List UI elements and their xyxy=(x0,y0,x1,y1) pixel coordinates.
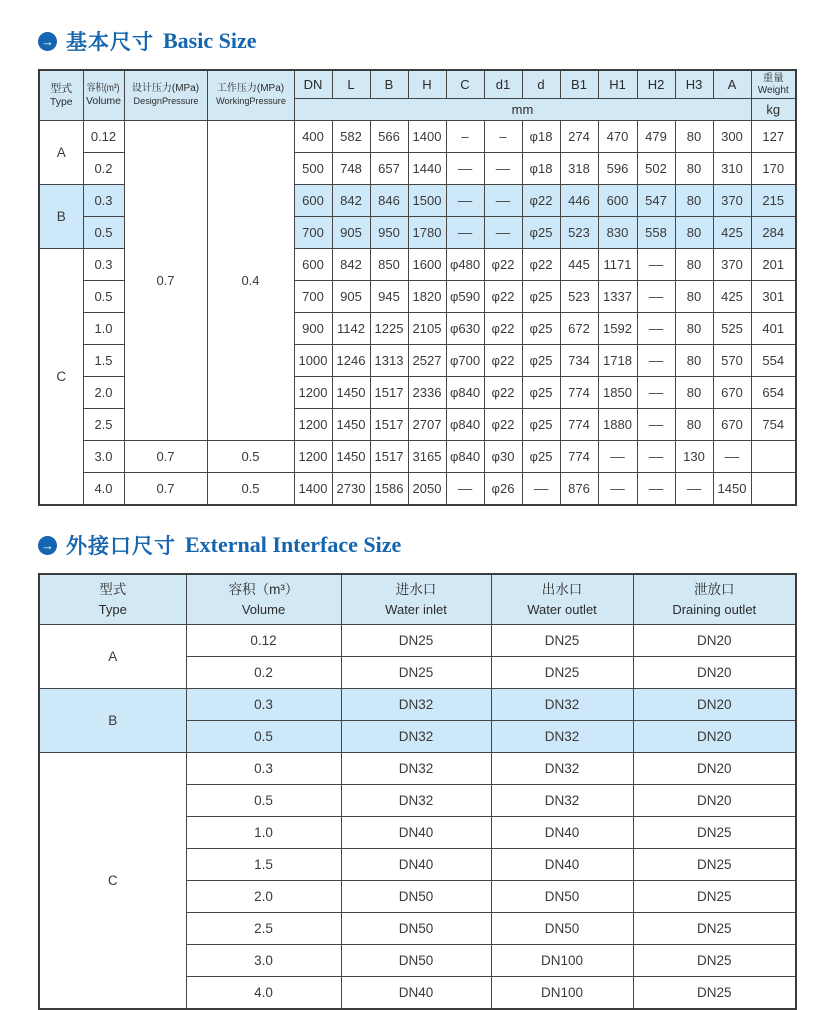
cell-value: 1225 xyxy=(370,313,408,345)
cell-volume: 4.0 xyxy=(186,977,341,1010)
cell-value: –– xyxy=(522,473,560,506)
header-type-en: Type xyxy=(98,601,127,617)
basic-size-title xyxy=(38,26,795,56)
header-dim-H1: H1 xyxy=(598,70,637,99)
cell-value: 600 xyxy=(294,185,332,217)
cell-value: 80 xyxy=(675,281,713,313)
cell-value: –– xyxy=(637,473,675,506)
cell-design-pressure: 0.7 xyxy=(124,441,207,473)
cell-value: 700 xyxy=(294,281,332,313)
basic-size-title-zh: 基本尺寸 xyxy=(66,31,154,54)
header-working-pressure-zh: 工作压力(MPa) xyxy=(216,83,285,95)
cell-water-outlet: DN32 xyxy=(491,753,633,785)
header-draining-outlet-zh: 泄放口 xyxy=(694,581,735,597)
external-interface-table xyxy=(38,573,797,1010)
header-dim-H: H xyxy=(408,70,446,99)
cell-value: 1517 xyxy=(370,377,408,409)
cell-value: 425 xyxy=(713,217,751,249)
header-volume-en: Volume xyxy=(85,95,122,108)
header-volume-en: Volume xyxy=(241,601,286,617)
cell-value: 502 xyxy=(637,153,675,185)
cell-value: 470 xyxy=(598,121,637,153)
header-dim-B: B xyxy=(370,70,408,99)
cell-value: 1200 xyxy=(294,377,332,409)
cell-value: –– xyxy=(484,153,522,185)
cell-value: 80 xyxy=(675,377,713,409)
cell-value: 596 xyxy=(598,153,637,185)
cell-value: 554 xyxy=(751,345,796,377)
cell-value: –– xyxy=(713,441,751,473)
cell-value: 945 xyxy=(370,281,408,313)
cell-draining-outlet: DN25 xyxy=(633,977,796,1010)
cell-value: 479 xyxy=(637,121,675,153)
cell-value: 2336 xyxy=(408,377,446,409)
cell-water-inlet: DN32 xyxy=(341,753,491,785)
cell-value: –– xyxy=(484,185,522,217)
cell-value: φ25 xyxy=(522,377,560,409)
header-dim-DN: DN xyxy=(294,70,332,99)
cell-value: φ630 xyxy=(446,313,484,345)
cell-volume: 0.5 xyxy=(83,217,124,249)
cell-volume: 0.5 xyxy=(83,281,124,313)
header-weight xyxy=(751,70,796,99)
cell-value: 500 xyxy=(294,153,332,185)
cell-value: φ840 xyxy=(446,377,484,409)
cell-value: 734 xyxy=(560,345,598,377)
cell-type: A xyxy=(39,625,186,689)
header-design-pressure xyxy=(124,70,207,121)
cell-value: 1718 xyxy=(598,345,637,377)
cell-water-inlet: DN40 xyxy=(341,977,491,1010)
cell-value: 670 xyxy=(713,377,751,409)
cell-water-inlet: DN50 xyxy=(341,881,491,913)
cell-value: 445 xyxy=(560,249,598,281)
cell-water-outlet: DN32 xyxy=(491,721,633,753)
cell-volume: 0.2 xyxy=(83,153,124,185)
cell-value: 80 xyxy=(675,185,713,217)
table-row xyxy=(39,689,796,721)
cell-value: 905 xyxy=(332,217,370,249)
cell-value: 1171 xyxy=(598,249,637,281)
cell-value: φ22 xyxy=(484,313,522,345)
cell-design-pressure: 0.7 xyxy=(124,121,207,441)
cell-value: 1517 xyxy=(370,441,408,473)
cell-value: φ26 xyxy=(484,473,522,506)
cell-value: 284 xyxy=(751,217,796,249)
cell-water-outlet: DN25 xyxy=(491,657,633,689)
header-weight-en: Weight xyxy=(757,84,789,96)
cell-value: 2730 xyxy=(332,473,370,506)
header-draining-outlet-en: Draining outlet xyxy=(672,601,757,617)
cell-value xyxy=(751,441,796,473)
cell-volume: 0.3 xyxy=(186,753,341,785)
arrow-circle-icon: → xyxy=(38,536,57,555)
cell-value: 1246 xyxy=(332,345,370,377)
cell-value: –– xyxy=(637,409,675,441)
cell-water-inlet: DN40 xyxy=(341,849,491,881)
header-water-inlet-zh: 进水口 xyxy=(395,581,437,597)
cell-value: 80 xyxy=(675,217,713,249)
cell-value: 558 xyxy=(637,217,675,249)
cell-draining-outlet: DN25 xyxy=(633,817,796,849)
cell-water-outlet: DN32 xyxy=(491,689,633,721)
header-volume xyxy=(83,70,124,121)
cell-type: B xyxy=(39,689,186,753)
cell-water-inlet: DN32 xyxy=(341,785,491,817)
cell-value: 127 xyxy=(751,121,796,153)
cell-value: –– xyxy=(446,185,484,217)
cell-value: φ22 xyxy=(484,377,522,409)
cell-draining-outlet: DN20 xyxy=(633,657,796,689)
cell-value: 754 xyxy=(751,409,796,441)
cell-value: 1850 xyxy=(598,377,637,409)
cell-value: 310 xyxy=(713,153,751,185)
cell-water-inlet: DN50 xyxy=(341,945,491,977)
cell-volume: 0.5 xyxy=(186,721,341,753)
cell-value: 2707 xyxy=(408,409,446,441)
unit-kg: kg xyxy=(751,99,796,121)
cell-value: φ18 xyxy=(522,121,560,153)
cell-water-inlet: DN40 xyxy=(341,817,491,849)
header-design-pressure-zh: 设计压力(MPa) xyxy=(131,83,200,95)
cell-value: 80 xyxy=(675,313,713,345)
table-row xyxy=(39,473,796,506)
arrow-circle-icon: → xyxy=(38,32,57,51)
header-water-outlet-zh: 出水口 xyxy=(541,581,583,597)
cell-draining-outlet: DN20 xyxy=(633,753,796,785)
cell-value: 2105 xyxy=(408,313,446,345)
cell-volume: 0.2 xyxy=(186,657,341,689)
cell-value: –– xyxy=(637,249,675,281)
cell-volume: 2.0 xyxy=(186,881,341,913)
cell-value: 215 xyxy=(751,185,796,217)
cell-value: 1450 xyxy=(332,409,370,441)
cell-value: 846 xyxy=(370,185,408,217)
header-type-en: Type xyxy=(49,95,73,108)
cell-value: 130 xyxy=(675,441,713,473)
cell-value: 1400 xyxy=(408,121,446,153)
cell-value: 748 xyxy=(332,153,370,185)
cell-value: φ25 xyxy=(522,345,560,377)
cell-value: –– xyxy=(637,377,675,409)
cell-value: 672 xyxy=(560,313,598,345)
header-dim-d: d xyxy=(522,70,560,99)
cell-value: –– xyxy=(446,473,484,506)
cell-value: – xyxy=(484,121,522,153)
cell-value: φ22 xyxy=(484,249,522,281)
cell-water-outlet: DN50 xyxy=(491,913,633,945)
external-interface-title-en: External Interface Size xyxy=(185,532,402,557)
cell-value: 1592 xyxy=(598,313,637,345)
header-dim-A: A xyxy=(713,70,751,99)
cell-water-inlet: DN32 xyxy=(341,689,491,721)
header-dim-B1: B1 xyxy=(560,70,598,99)
cell-value: 80 xyxy=(675,409,713,441)
cell-type: B xyxy=(39,185,83,249)
header-volume-zh: 容积（m³） xyxy=(228,581,299,597)
cell-value: 201 xyxy=(751,249,796,281)
header-dim-L: L xyxy=(332,70,370,99)
cell-value: 670 xyxy=(713,409,751,441)
cell-value: 80 xyxy=(675,153,713,185)
cell-value: 850 xyxy=(370,249,408,281)
cell-working-pressure: 0.5 xyxy=(207,441,294,473)
cell-volume: 3.0 xyxy=(186,945,341,977)
cell-value: –– xyxy=(637,313,675,345)
cell-volume: 0.3 xyxy=(83,185,124,217)
cell-value: φ22 xyxy=(522,185,560,217)
cell-value: 900 xyxy=(294,313,332,345)
cell-value: 700 xyxy=(294,217,332,249)
cell-value: φ30 xyxy=(484,441,522,473)
cell-type: C xyxy=(39,753,186,1010)
cell-value: –– xyxy=(484,217,522,249)
cell-value: 774 xyxy=(560,409,598,441)
cell-volume: 3.0 xyxy=(83,441,124,473)
cell-value: 1440 xyxy=(408,153,446,185)
cell-value: 657 xyxy=(370,153,408,185)
unit-mm: mm xyxy=(294,99,751,121)
cell-value: 301 xyxy=(751,281,796,313)
cell-value: 1200 xyxy=(294,441,332,473)
cell-value: 525 xyxy=(713,313,751,345)
cell-volume: 0.12 xyxy=(83,121,124,153)
cell-design-pressure: 0.7 xyxy=(124,473,207,506)
cell-value: 1880 xyxy=(598,409,637,441)
cell-value: –– xyxy=(446,217,484,249)
cell-draining-outlet: DN20 xyxy=(633,721,796,753)
cell-volume: 1.5 xyxy=(83,345,124,377)
cell-value: φ22 xyxy=(484,281,522,313)
cell-volume: 1.0 xyxy=(186,817,341,849)
cell-value: 1500 xyxy=(408,185,446,217)
cell-water-outlet: DN40 xyxy=(491,817,633,849)
cell-value: φ22 xyxy=(484,345,522,377)
cell-value: 1450 xyxy=(332,377,370,409)
cell-value: 1780 xyxy=(408,217,446,249)
cell-value: 1142 xyxy=(332,313,370,345)
cell-value: 2527 xyxy=(408,345,446,377)
cell-value: 876 xyxy=(560,473,598,506)
cell-value: –– xyxy=(598,473,637,506)
external-interface-title xyxy=(38,530,795,560)
header-dim-d1: d1 xyxy=(484,70,522,99)
header-design-pressure-en: DesignPressure xyxy=(133,95,198,107)
cell-volume: 2.5 xyxy=(83,409,124,441)
cell-value: φ25 xyxy=(522,313,560,345)
cell-value: φ590 xyxy=(446,281,484,313)
cell-value: 774 xyxy=(560,441,598,473)
external-interface-title-zh: 外接口尺寸 xyxy=(66,535,176,558)
header-row xyxy=(39,70,796,99)
cell-value: 1200 xyxy=(294,409,332,441)
cell-working-pressure: 0.5 xyxy=(207,473,294,506)
cell-value: 842 xyxy=(332,249,370,281)
cell-value: 950 xyxy=(370,217,408,249)
cell-value: 400 xyxy=(294,121,332,153)
cell-value: φ25 xyxy=(522,217,560,249)
header-dim-C: C xyxy=(446,70,484,99)
cell-value xyxy=(751,473,796,506)
table-row xyxy=(39,753,796,785)
cell-working-pressure: 0.4 xyxy=(207,121,294,441)
cell-draining-outlet: DN25 xyxy=(633,881,796,913)
cell-value: φ18 xyxy=(522,153,560,185)
header-working-pressure xyxy=(207,70,294,121)
header-type xyxy=(39,574,186,625)
header-water-inlet-en: Water inlet xyxy=(385,601,447,617)
cell-value: 905 xyxy=(332,281,370,313)
cell-value: 1400 xyxy=(294,473,332,506)
cell-value: 370 xyxy=(713,249,751,281)
cell-water-outlet: DN25 xyxy=(491,625,633,657)
cell-draining-outlet: DN20 xyxy=(633,785,796,817)
cell-water-outlet: DN100 xyxy=(491,977,633,1010)
cell-volume: 2.5 xyxy=(186,913,341,945)
cell-value: 446 xyxy=(560,185,598,217)
cell-value: φ840 xyxy=(446,409,484,441)
cell-value: 401 xyxy=(751,313,796,345)
header-draining-outlet xyxy=(633,574,796,625)
header-dim-H3: H3 xyxy=(675,70,713,99)
cell-volume: 0.3 xyxy=(83,249,124,281)
header-type-zh: 型式 xyxy=(99,581,127,597)
cell-value: φ25 xyxy=(522,441,560,473)
cell-value: 1337 xyxy=(598,281,637,313)
cell-value: –– xyxy=(637,345,675,377)
cell-value: 566 xyxy=(370,121,408,153)
cell-value: φ25 xyxy=(522,281,560,313)
cell-value: 842 xyxy=(332,185,370,217)
basic-size-title-en: Basic Size xyxy=(163,28,257,53)
cell-volume: 0.5 xyxy=(186,785,341,817)
cell-draining-outlet: DN20 xyxy=(633,625,796,657)
cell-volume: 1.0 xyxy=(83,313,124,345)
cell-volume: 2.0 xyxy=(83,377,124,409)
table-row xyxy=(39,121,796,153)
cell-value: 600 xyxy=(598,185,637,217)
header-type xyxy=(39,70,83,121)
cell-value: 830 xyxy=(598,217,637,249)
cell-type: A xyxy=(39,121,83,185)
header-water-inlet xyxy=(341,574,491,625)
cell-value: 570 xyxy=(713,345,751,377)
cell-volume: 1.5 xyxy=(186,849,341,881)
cell-value: 2050 xyxy=(408,473,446,506)
table-row xyxy=(39,441,796,473)
cell-value: 318 xyxy=(560,153,598,185)
cell-value: 170 xyxy=(751,153,796,185)
header-row xyxy=(39,574,796,625)
header-dim-H2: H2 xyxy=(637,70,675,99)
cell-draining-outlet: DN25 xyxy=(633,913,796,945)
cell-value: 774 xyxy=(560,377,598,409)
cell-value: –– xyxy=(598,441,637,473)
cell-value: φ700 xyxy=(446,345,484,377)
cell-value: 80 xyxy=(675,121,713,153)
header-type-zh: 型式 xyxy=(50,82,73,95)
header-volume-zh: 容积(m³) xyxy=(87,83,120,95)
cell-value: φ480 xyxy=(446,249,484,281)
cell-value: 547 xyxy=(637,185,675,217)
cell-volume: 0.3 xyxy=(186,689,341,721)
cell-value: 523 xyxy=(560,281,598,313)
cell-value: φ25 xyxy=(522,409,560,441)
header-weight-zh: 重量 xyxy=(762,72,784,85)
header-working-pressure-en: WorkingPressure xyxy=(215,95,286,107)
cell-value: –– xyxy=(637,281,675,313)
cell-value: φ22 xyxy=(522,249,560,281)
cell-value: 600 xyxy=(294,249,332,281)
cell-volume: 4.0 xyxy=(83,473,124,506)
table-row xyxy=(39,625,796,657)
cell-water-outlet: DN40 xyxy=(491,849,633,881)
cell-value: 1517 xyxy=(370,409,408,441)
cell-value: 523 xyxy=(560,217,598,249)
cell-value: 1450 xyxy=(332,441,370,473)
cell-value: –– xyxy=(675,473,713,506)
cell-water-outlet: DN32 xyxy=(491,785,633,817)
header-volume xyxy=(186,574,341,625)
basic-size-table xyxy=(38,69,797,506)
cell-value: 582 xyxy=(332,121,370,153)
cell-value: –– xyxy=(637,441,675,473)
cell-draining-outlet: DN25 xyxy=(633,945,796,977)
cell-value: 80 xyxy=(675,345,713,377)
cell-draining-outlet: DN20 xyxy=(633,689,796,721)
cell-water-inlet: DN32 xyxy=(341,721,491,753)
header-water-outlet xyxy=(491,574,633,625)
cell-water-inlet: DN50 xyxy=(341,913,491,945)
cell-value: 1450 xyxy=(713,473,751,506)
cell-value: 274 xyxy=(560,121,598,153)
cell-value: φ22 xyxy=(484,409,522,441)
header-water-outlet-en: Water outlet xyxy=(527,601,597,617)
cell-water-inlet: DN25 xyxy=(341,657,491,689)
cell-value: 370 xyxy=(713,185,751,217)
cell-type: C xyxy=(39,249,83,506)
cell-value: 1600 xyxy=(408,249,446,281)
cell-volume: 0.12 xyxy=(186,625,341,657)
cell-water-inlet: DN25 xyxy=(341,625,491,657)
cell-value: φ840 xyxy=(446,441,484,473)
cell-value: 1820 xyxy=(408,281,446,313)
cell-value: – xyxy=(446,121,484,153)
cell-value: 1000 xyxy=(294,345,332,377)
cell-value: 300 xyxy=(713,121,751,153)
cell-value: 1586 xyxy=(370,473,408,506)
cell-value: 1313 xyxy=(370,345,408,377)
cell-draining-outlet: DN25 xyxy=(633,849,796,881)
cell-water-outlet: DN50 xyxy=(491,881,633,913)
cell-water-outlet: DN100 xyxy=(491,945,633,977)
cell-value: 425 xyxy=(713,281,751,313)
cell-value: 654 xyxy=(751,377,796,409)
cell-value: –– xyxy=(446,153,484,185)
cell-value: 3165 xyxy=(408,441,446,473)
cell-value: 80 xyxy=(675,249,713,281)
